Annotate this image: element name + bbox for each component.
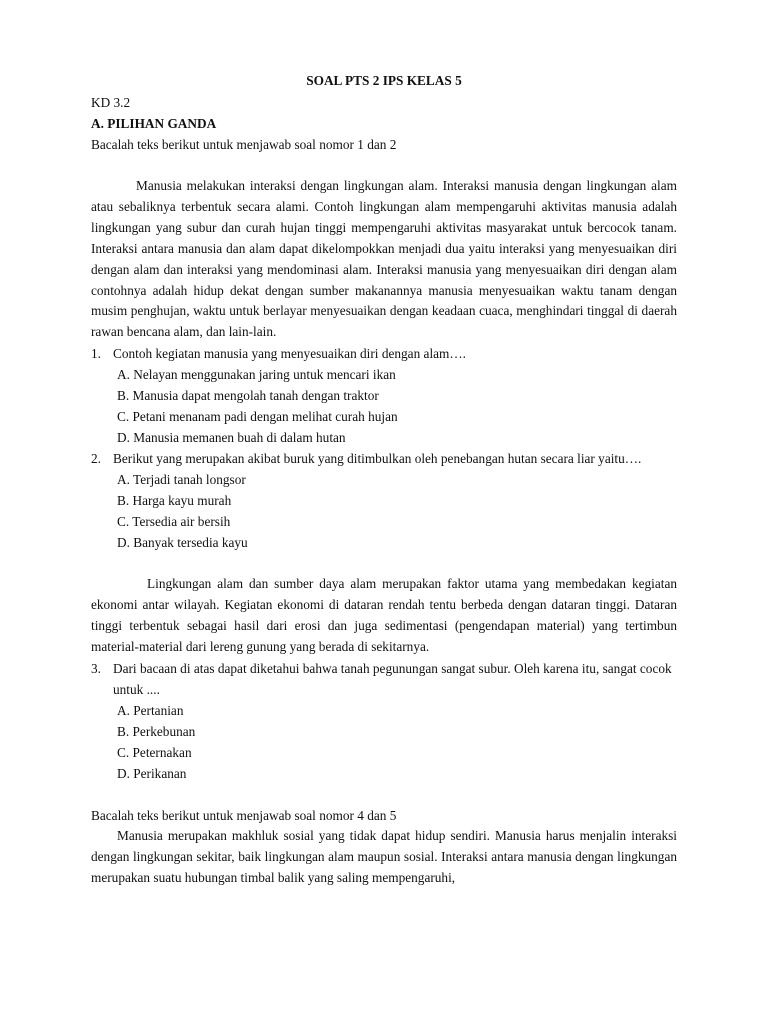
- question-number: 3.: [91, 660, 101, 676]
- spacer: [91, 155, 677, 176]
- question-1-options: [91, 364, 677, 448]
- reading-instruction-2: Bacalah teks berikut untuk menjawab soal nomor 4 dan 5: [91, 807, 397, 823]
- question-text: Contoh kegiatan manusia yang menyesuaikan diri dengan alam….: [113, 346, 467, 362]
- question-text: Dari bacaan di atas dapat diketahui bahwa tanah pegunungan sangat subur. Oleh karena itu, sangat cocok untuk ....: [113, 660, 672, 697]
- question-3-options: [91, 700, 677, 784]
- option-d: D. Manusia memanen buah di dalam hutan: [117, 430, 346, 446]
- option-a: A. Pertanian: [117, 702, 184, 718]
- option-c: C. Peternakan: [117, 744, 192, 760]
- option-b: B. Perkebunan: [117, 723, 196, 739]
- option-a: A. Terjadi tanah longsor: [117, 472, 246, 488]
- option-b: B. Manusia dapat mengolah tanah dengan traktor: [117, 388, 379, 404]
- option-b: B. Harga kayu murah: [117, 493, 232, 509]
- document-page: [91, 70, 677, 889]
- question-text: Berikut yang merupakan akibat buruk yang ditimbulkan oleh penebangan hutan secara liar yaitu….: [113, 451, 642, 467]
- kd-label: KD 3.2: [91, 95, 131, 110]
- question-1: [91, 343, 677, 364]
- spacer: [91, 553, 677, 574]
- option-d: D. Perikanan: [117, 765, 187, 781]
- option-d: D. Banyak tersedia kayu: [117, 535, 248, 551]
- passage-3: Manusia merupakan makhluk sosial yang tidak dapat hidup sendiri. Manusia harus menjalin interaksi dengan lingkungan sekitar, baik lingkungan alam maupun sosial. Interaksi antara manusia dengan lingkungan merupakan suatu hubungan timbal balik yang saling mempengaruhi,: [91, 827, 677, 885]
- question-number: 2.: [91, 451, 101, 467]
- question-2-options: [91, 469, 677, 553]
- question-3: [91, 658, 677, 700]
- passage-2: Lingkungan alam dan sumber daya alam merupakan faktor utama yang membedakan kegiatan ekonomi antar wilayah. Kegiatan ekonomi di dataran rendah tentu berbeda dengan dataran tinggi. Dataran tinggi terbentuk sebagai hasil dari erosi dan juga sedimentasi (pengendapan material) yang tertimbun material-material dari lereng gunung yang berada di sekitarnya.: [91, 576, 677, 654]
- section-heading: A. PILIHAN GANDA: [91, 116, 217, 131]
- option-c: C. Petani menanam padi dengan melihat curah hujan: [117, 409, 398, 425]
- reading-instruction-1: Bacalah teks berikut untuk menjawab soal nomor 1 dan 2: [91, 137, 397, 152]
- passage-1: Manusia melakukan interaksi dengan lingkungan alam. Interaksi manusia dengan lingkungan alam atau sebaliknya terbentuk secara alami. Contoh lingkungan alam mempengaruhi aktivitas manusia adalah lingkungan yang subur dan curah hujan tinggi mempengaruhi aktivitas masyarakat untuk bercocok tanam. Interaksi antara manusia dan alam dapat dikelompokkan menjadi dua yaitu interaksi yang menyesuaikan diri dengan alam dan interaksi yang mendominasi alam. Interaksi manusia yang menyesuaikan diri dengan alam contohnya adalah hidup dekat dengan sumber makanannya manusia menyesuaikan waktu tanam dengan musim penghujan, waktu untuk berlayar menyesuaikan dengan keadaan cuaca, menghindari tinggal di daerah rawan bencana alam, dan lain-lain.: [91, 178, 677, 340]
- question-number: 1.: [91, 346, 101, 362]
- document-title: SOAL PTS 2 IPS KELAS 5: [306, 73, 462, 88]
- spacer: [91, 784, 677, 805]
- option-a: A. Nelayan menggunakan jaring untuk mencari ikan: [117, 367, 396, 383]
- option-c: C. Tersedia air bersih: [117, 514, 231, 530]
- question-2: [91, 448, 677, 469]
